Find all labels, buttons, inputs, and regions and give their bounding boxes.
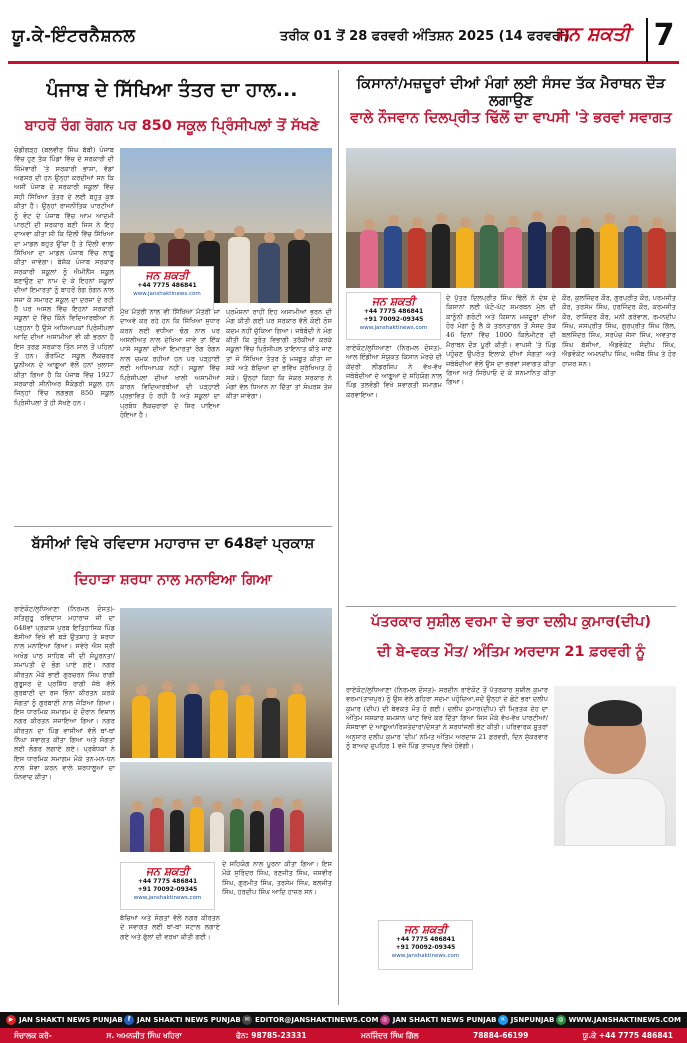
contact-cell: ਮਨਜਿੰਦਰ ਸਿੰਘ ਗਿੱਲ: [361, 1030, 419, 1040]
contact-cell: ਸੰਚਾਲਕ ਕਰੋ-: [14, 1030, 52, 1040]
social-label: JAN SHAKTI NEWS PUNJAB: [137, 1016, 241, 1024]
email-link[interactable]: [242, 1015, 378, 1025]
facebook-link[interactable]: [124, 1015, 241, 1025]
logo-phone: +91 70092-09345: [395, 943, 456, 951]
logo-url[interactable]: www.janshaktinews.com: [133, 290, 201, 297]
globe-icon: ◍: [556, 1015, 566, 1025]
column-divider: [338, 70, 339, 1005]
story2-crowd-photo: [120, 762, 332, 852]
logo-url[interactable]: www.janshaktinews.com: [391, 952, 460, 959]
story3-body-col1: ਰਾਏਕੋਟ/ਲੁਧਿਆਣਾ (ਨਿਰਮਲ ਦੋਸਤ)- ਆਲ ਇੰਡੀਆ ਸੰਯੁਕਤ ਕਿਸਾਨ ਮੋਰਚੇ ਦੀ ਕੇਂਦਰੀ ਲੀਡਰਸ਼ਿਪ ਨੇ ਵੱਖ-ਵੱਖ ਜਥੇਬੰਦੀਆਂ ਦੇ ਆਗੂਆਂ ਦੇ ਸਹਿਯੋਗ ਨਾਲ ਪਿੰਡ ਤਲਵੰਡੀ ਵਿਖੇ ਸਵਾਗਤੀ ਸਮਾਗਮ ਕਰਵਾਇਆ।: [346, 344, 442, 399]
website-link[interactable]: [556, 1015, 681, 1025]
story3-headline: ਕਿਸਾਨਾਂ/ਮਜ਼ਦੂਰਾਂ ਦੀਆਂ ਮੰਗਾਂ ਲਈ ਸੰਸਦ ਤੱਕ ਮੈਰਾਥਨ ਦੌੜ ਲਗਾਉਣ: [356, 76, 666, 109]
logo-brand: ਜਨ ਸ਼ਕਤੀ: [371, 295, 416, 308]
issue-date: ਤਰੀਕ 01 ਤੋਂ 28 ਫਰਵਰੀ ਅੰਤਿਸ਼ਨ 2025 (14 ਫਰਵਰੀ): [280, 29, 570, 44]
social-label: WWW.JANSHAKTINEWS.COM: [568, 1016, 681, 1024]
story1-body-col3: ਪ੍ਰਮੋਸ਼ਨਾਂ ਰਾਹੀਂ ਇਹ ਅਸਾਮੀਆਂ ਭਰਨ ਦੀ ਮੰਗ ਕੀਤੀ ਗਈ ਪਰ ਸਰਕਾਰ ਵੱਲੋਂ ਕੋਈ ਠੋਸ ਕਦਮ ਨਹੀਂ ਚੁੱਕਿਆ ਗਿਆ। ਜਥੇਬੰਦੀ ਨੇ ਮੰਗ ਕੀਤੀ ਕਿ ਤੁਰੰਤ ਵਿਭਾਗੀ ਤਰੱਕੀਆਂ ਕਰਕੇ ਸਕੂਲਾਂ ਵਿੱਚ ਪ੍ਰਿੰਸੀਪਲ ਤਾਇਨਾਤ ਕੀਤੇ ਜਾਣ ਤਾਂ ਜੋ ਸਿੱਖਿਆ ਤੰਤਰ ਨੂੰ ਮਜ਼ਬੂਤ ਕੀਤਾ ਜਾ ਸਕੇ ਅਤੇ ਬੱਚਿਆਂ ਦਾ ਭਵਿੱਖ ਸੁਰੱਖਿਅਤ ਹੋ ਸਕੇ। ਉਨ੍ਹਾਂ ਕਿਹਾ ਕਿ ਜੇਕਰ ਸਰਕਾਰ ਨੇ ਮੰਗਾਂ ਵੱਲ ਧਿਆਨ ਨਾ ਦਿੱਤਾ ਤਾਂ ਸੰਘਰਸ਼ ਤੇਜ਼ ਕੀਤਾ ਜਾਵੇਗਾ।: [226, 308, 332, 401]
logo-phone: +44 7775 486841: [137, 878, 198, 886]
instagram-link[interactable]: [380, 1015, 497, 1025]
story1-subheadline: ਬਾਹਰੋਂ ਰੰਗ ਰੋਗਨ ਪਰ 850 ਸਕੂਲ ਪ੍ਰਿੰਸੀਪਲਾਂ ਤੋਂ ਸੱਖਣੇ: [24, 118, 320, 134]
jan-shakti-logo: [120, 266, 214, 310]
story2-subheadline: ਦਿਹਾੜਾ ਸ਼ਰਧਾ ਨਾਲ ਮਨਾਇਆ ਗਿਆ: [74, 572, 272, 588]
email-icon: ✉: [242, 1015, 252, 1025]
story2-procession-photo: [120, 608, 332, 758]
section-divider: [14, 526, 332, 527]
page-header: [8, 20, 679, 64]
page-footer: [0, 1012, 687, 1043]
contact-cell: 78884-66199: [472, 1031, 529, 1040]
story4-headline: ਪੱਤਰਕਾਰ ਸੁਸ਼ੀਲ ਵਰਮਾ ਦੇ ਭਰਾ ਦਲੀਪ ਕੁਮਾਰ(ਦੀਪ): [370, 614, 652, 630]
story2-body-col2: ਦੇ ਸਹਿਯੋਗ ਨਾਲ ਪੂਰਨਾ ਕੀਤਾ ਗਿਆ। ਇਸ ਮੌਕੇ ਸੁਰਿੰਦਰ ਸਿੰਘ, ਰਣਜੀਤ ਸਿੰਘ, ਜਸਵੀਰ ਸਿੰਘ, ਗੁਰਮੀਤ ਸਿੰਘ, ਤਰਸੇਮ ਸਿੰਘ, ਬਲਜੀਤ ਸਿੰਘ, ਹਰਦੀਪ ਸਿੰਘ ਆਦਿ ਹਾਜ਼ਰ ਸਨ।: [222, 860, 332, 897]
masthead-brand: ਜਨ ਸ਼ਕਤੀ: [556, 23, 631, 45]
instagram-icon: ◎: [380, 1015, 390, 1025]
logo-url[interactable]: www.janshaktinews.com: [133, 894, 202, 901]
contact-bar: [0, 1028, 687, 1043]
story1-body-col1: ਚੰਡੀਗੜ੍ਹ (ਬਲਵੀਰ ਸਿੰਘ ਬੱਬੀ) ਪੰਜਾਬ ਵਿੱਚ ਹੁਣ ਤੱਕ ਪਿੰਡਾਂ ਵਿੱਚ ਦੇ ਸਰਕਾਰੀ ਦੀ ਜ਼ਿੰਮੇਵਾਰੀ 'ਤੇ ਸਰਕਾਰੀ ਭਾਸ਼ਾ, ਵੱਡਾਂ ਅਫਸਰ ਦੀ ਹਨ ਉਨ੍ਹਾਂ ਕਰਦੀਆਂ ਸਨ ਕਿ ਅਸੀਂ ਪੰਜਾਬ ਦੇ ਸਰਕਾਰੀ ਸਕੂਲਾਂ ਵਿੱਚ ਸਹੀ ਸਿੱਖਿਆ ਤੰਤਰ ਦੇ ਲਈ ਬਹੁਤ ਕੁਝ ਕੀਤਾ ਹੈ। ਉਨ੍ਹਾਂ ਰਾਜਨੀਤਿਕ ਪਾਰਟੀਆਂ ਨੂੰ ਵੋਟ ਦੇ ਪੰਜਾਬ ਵਿੱਚ ਆਮ ਆਦਮੀ ਪਾਰਟੀ ਦੀ ਸਰਕਾਰ ਬਣੀ ਜਿਸ ਨੇ ਇਹ ਦਾਅਵਾ ਕੀਤਾ ਸੀ ਕਿ ਦਿੱਲੀ ਵਿੱਚ ਸਿੱਖਿਆ ਦਾ ਮਾਡਲ ਬਹੁਤ ਉੱਚਾ ਹੈ ਤੇ ਦਿੱਲੀ ਵਾਲਾ ਸਿੱਖਿਆ ਦਾ ਮਾਡਲ ਪੰਜਾਬ ਵਿੱਚ ਲਾਗੂ ਕੀਤਾ ਜਾਵੇਗਾ। ਬੇਸ਼ੱਕ ਪੰਜਾਬ ਸਰਕਾਰ ਸਰਕਾਰੀ ਸਕੂਲਾਂ ਨੂੰ ਐਮੀਨੈਂਸ ਸਕੂਲ ਬਣਾਉਣ ਦਾ ਨਾਮ ਦੇ ਕੇ ਇਹਨਾਂ ਸਕੂਲਾਂ ਦੀਆਂ ਇਮਾਰਤਾਂ ਨੂੰ ਬਾਹਰੋਂ ਰੰਗ ਰੋਗਨ ਨਾਲ ਸਜਾ ਕੇ ਸਮਾਰਟ ਸਕੂਲ ਦਾ ਦਰਜਾ ਦੇ ਰਹੀ ਹੈ ਪਰ ਅਸਲ ਵਿੱਚ ਇਹਨਾਂ ਸਰਕਾਰੀ ਸਕੂਲਾਂ ਦੇ ਵਿੱਚ ਕਿੰਨੇ ਵਿਦਿਆਰਥੀਆਂ ਨੇ ਪੜ੍ਹਨਾ ਹੈ ਉਸੇ ਅਧਿਆਪਕਾਂ ਪ੍ਰਿੰਸੀਪਲਾਂ ਆਦਿ ਦੀਆਂ ਅਸਾਮੀਆਂ ਵੀ ਕੀ ਭਰਨਾ ਹੈ ਇਸ ਤਰਫ਼ ਸਰਕਾਰ ਤਿੰਨ ਸਾਲ ਤੋਂ ਪਹਿਲਾਂ ਤੋਂ ਹਨ। ਗੌਰਮਿੰਟ ਸਕੂਲ ਲੈਕਚਰਰ ਯੂਨੀਅਨ ਦੇ ਆਗੂਆਂ ਵੱਲੋਂ ਹਨਾਂ ਖੁਲਾਸਾ ਕੀਤਾ ਗਿਆ ਹੈ ਕਿ ਪੰਜਾਬ ਵਿੱਚ 1927 ਸਰਕਾਰੀ ਸੀਨੀਅਰ ਸੈਕੰਡਰੀ ਸਕੂਲ ਹਨ ਜਿਨ੍ਹਾਂ ਵਿੱਚ ਲਗਭਗ 850 ਸਕੂਲ ਪ੍ਰਿੰਸੀਪਲਾਂ ਤੋਂ ਹੀ ਸੱਖਣੇ ਹਨ।: [14, 146, 114, 407]
jan-shakti-logo: [120, 862, 215, 910]
story3-body-col3: ਕੌਰ, ਕੁਲਜਿੰਦਰ ਕੌਰ, ਗੁਰਪ੍ਰੀਤ ਕੌਰ, ਪਰਮਜੀਤ ਕੌਰ, ਤਰਸੇਮ ਸਿੰਘ, ਹਰਜਿੰਦਰ ਕੌਰ, ਕਰਮਜੀਤ ਕੌਰ, ਰਾਜਿੰਦਰ ਕੌਰ, ਮਨੀ ਗਰੇਵਾਲ, ਰਮਨਦੀਪ ਸਿੰਘ, ਜਸਪ੍ਰੀਤ ਸਿੰਘ, ਗੁਰਪ੍ਰੀਤ ਸਿੰਘ ਗਿੱਲ, ਬਲਜਿੰਦਰ ਸਿੰਘ, ਸਰਪੰਚ ਜੱਸਾ ਸਿੰਘ, ਅਵਤਾਰ ਸਿੰਘ ਬੱਸੀਆਂ, ਐਡਵੋਕੇਟ ਸੰਦੀਪ ਸਿੰਘ, ਐਡਵੋਕੇਟ ਅਮਨਦੀਪ ਸਿੰਘ, ਅਜੈਬ ਸਿੰਘ ਤੇ ਹੋਰ ਹਾਜ਼ਰ ਸਨ।: [562, 294, 676, 368]
social-links-bar: [0, 1012, 687, 1028]
logo-phone: +44 7775 486841: [363, 308, 424, 316]
logo-url[interactable]: www.janshaktinews.com: [359, 324, 428, 331]
section-divider: [346, 606, 676, 607]
story4-body: ਰਾਏਕੋਟ/ਲੁਧਿਆਣਾ (ਨਿਰਮਲ ਦੋਸਤ)- ਸਰਦੀਨ ਰਾਏਕੋਟ ਤੋਂ ਪੱਤਰਕਾਰ ਸੁਸ਼ੀਲ ਕੁਮਾਰ ਵਰਮਾ(ਤਾਜਪੁਰ) ਨੂੰ ਉਸ ਵੇਲੇ ਗਹਿਰਾ ਸਦਮਾ ਪਹੁੰਚਿਆ,ਜਦੋਂ ਉਨ੍ਹਾਂ ਦੇ ਛੋਟੇ ਭਰਾ ਦਲੀਪ ਕੁਮਾਰ (ਦੀਪ) ਦੀ ਬੇਵਕਤ ਮੌਤ ਹੋ ਗਈ। ਦਲੀਪ ਕੁਮਾਰ(ਦੀਪ) ਦੀ ਮ੍ਰਿਤਕ ਦੇਹ ਦਾ ਅੰਤਿਮ ਸਸਕਾਰ ਸ਼ਮਸ਼ਾਨ ਘਾਟ ਵਿਖੇ ਕਰ ਦਿੱਤਾ ਗਿਆ ਜਿਸ ਮੌਕੇ ਵੱਖ-ਵੱਖ ਪਾਰਟੀਆਂ/ਸੰਸਥਾਵਾਂ ਦੇ ਆਗੂਆਂ/ਰਿਸ਼ਤੇਦਾਰਾਂ/ਦੋਸਤਾਂ ਨੇ ਸ਼ਰਧਾਂਜਲੀ ਭੇਟ ਕੀਤੀ। ਪਰਿਵਾਰਕ ਸੂਤਰਾਂ ਅਨੁਸਾਰ ਦਲੀਪ ਕੁਮਾਰ 'ਦੀਪ' ਨਮਿਤ ਅੰਤਿਮ ਅਰਦਾਸ 21 ਫ਼ਰਵਰੀ, ਦਿਨ ਸ਼ੁੱਕਰਵਾਰ ਨੂੰ ਬਾਅਦ ਦੁਪਹਿਰ 1 ਵਜੇ ਪਿੰਡ ਤਾਜਪੁਰ ਵਿਖੇ ਹੋਵੇਗੀ।: [346, 686, 548, 751]
story3-subheadline: ਵਾਲੇ ਨੌਜਵਾਨ ਦਿਲਪ੍ਰੀਤ ਢਿੱਲੋਂ ਦਾ ਵਾਪਸੀ 'ਤੇ ਭਰਵਾਂ ਸਵਾਗਤ: [350, 110, 672, 126]
contact-cell: ਫੋਨ: 98785-23331: [236, 1030, 307, 1040]
story2-headline: ਬੱਸੀਆਂ ਵਿਖੇ ਰਵਿਦਾਸ ਮਹਾਰਾਜ ਦਾ 648ਵਾਂ ਪ੍ਰਕਾਸ਼: [31, 536, 315, 552]
twitter-link[interactable]: [498, 1015, 555, 1025]
logo-phone: +91 70092-09345: [363, 315, 424, 323]
story1-headline: ਪੰਜਾਬ ਦੇ ਸਿੱਖਿਆ ਤੰਤਰ ਦਾ ਹਾਲ...: [46, 79, 298, 101]
logo-brand: ਜਨ ਸ਼ਕਤੀ: [145, 269, 189, 282]
contact-cell: ਯੂ.ਕੇ +44 7775 486841: [582, 1030, 673, 1040]
social-label: JSNPUNJAB: [510, 1016, 555, 1024]
story3-welcome-photo: [346, 148, 676, 288]
facebook-icon: f: [124, 1015, 134, 1025]
logo-phone: +44 7775 486841: [137, 282, 197, 290]
social-label: EDITOR@JANSHAKTINEWS.COM: [255, 1016, 379, 1024]
logo-brand: ਜਨ ਸ਼ਕਤੀ: [403, 923, 448, 936]
story4-portrait-photo: [554, 686, 676, 846]
twitter-icon: ✕: [498, 1015, 508, 1025]
logo-phone: +91 70092-09345: [137, 885, 198, 893]
jan-shakti-logo: [378, 920, 473, 970]
youtube-link[interactable]: [6, 1015, 123, 1025]
story2-body-col3: ਬੱਚਿਆਂ ਅਤੇ ਸੰਗਤਾਂ ਵੱਲੋਂ ਨਗਰ ਕੀਰਤਨ ਦੇ ਸਵਾਗਤ ਲਈ ਥਾਂ-ਥਾਂ ਸਟਾਲ ਲਗਾਏ ਗਏ ਅਤੇ ਫੁੱਲਾਂ ਦੀ ਵਰਖਾ ਕੀਤੀ ਗਈ।: [120, 914, 220, 941]
contact-cell: ਸ. ਅਮਨਜੀਤ ਸਿੰਘ ਖਹਿਰਾ: [106, 1030, 182, 1040]
page-number: 7: [646, 18, 680, 62]
logo-brand: ਜਨ ਸ਼ਕਤੀ: [145, 865, 190, 878]
social-label: JAN SHAKTI NEWS PUNJAB: [392, 1016, 497, 1024]
social-label: JAN SHAKTI NEWS PUNJAB: [19, 1016, 123, 1024]
story2-body-col1: ਰਾਏਕੋਟ/ਲੁਧਿਆਣਾ (ਨਿਰਮਲ ਦੋਸਤ)- ਸਤਿਗੁਰੂ ਰਵਿਦਾਸ ਮਹਾਰਾਜ ਜੀ ਦਾ 648ਵਾਂ ਪ੍ਰਕਾਸ਼ ਪੁਰਬ ਇਤਿਹਾਸਿਕ ਪਿੰਡ ਬੱਸੀਆਂ ਵਿਖੇ ਵੀ ਬੜੇ ਉਤਸ਼ਾਹ ਤੇ ਸ਼ਰਧਾ ਨਾਲ ਮਨਾਇਆ ਗਿਆ। ਸਵੇਰੇ ਐਸ ਸ੍ਰੀ ਅਖੰਡ ਪਾਠ ਸਾਹਿਬ ਜੀ ਦੀ ਸੰਪੂਰਨਤਾ/ਸਮਾਪਤੀ ਦੇ ਭੋਗ ਪਾਏ ਗਏ। ਨਗਰ ਕੀਰਤਨ ਮੌਕੇ ਭਾਈ ਗੁਰਚਰਨ ਸਿੰਘ ਰਾਗੀ ਗੁਰੂਸਰ ਦੇ ਪ੍ਰਸਿੱਧ ਰਾਗੀ ਜੱਥੇ ਵੱਲੋਂ ਗੁਰਬਾਣੀ ਦਾ ਰਸ ਭਿੰਨਾ ਕੀਰਤਨ ਕਰਕੇ ਸੰਗਤਾਂ ਨੂੰ ਗੁਰਬਾਣੀ ਨਾਲ ਜੋੜਿਆ ਗਿਆ। ਇਸ ਧਾਰਮਿਕ ਸਮਾਗਮ ਦੇ ਦੌਰਾਨ ਵਿਸ਼ਾਲ ਨਗਰ ਕੀਰਤਨ ਸਜਾਇਆ ਗਿਆ। ਨਗਰ ਕੀਰਤਨ ਦਾ ਪਿੰਡ ਵਾਸੀਆਂ ਵੱਲੋਂ ਥਾਂ-ਥਾਂ ਨਿੱਘਾ ਸਵਾਗਤ ਕੀਤਾ ਗਿਆ ਅਤੇ ਸੰਗਤਾਂ ਲਈ ਲੰਗਰ ਲਗਾਏ ਗਏ। ਪ੍ਰਬੰਧਕਾਂ ਨੇ ਇਸ ਧਾਰਮਿਕ ਸਮਾਗਮ ਮੌਕੇ ਤਨ-ਮਨ-ਧਨ ਨਾਲ ਸੇਵਾ ਕਰਨ ਵਾਲੇ ਸ਼ਰਧਾਲੂਆਂ ਦਾ ਧੰਨਵਾਦ ਕੀਤਾ।: [14, 605, 115, 782]
story4-subheadline: ਦੀ ਬੇ-ਵਕਤ ਮੌਤ/ ਅੰਤਿਮ ਅਰਦਾਸ 21 ਫ਼ਰਵਰੀ ਨੂੰ: [376, 644, 646, 660]
story1-body-col2: ਮੁੱਖ ਮੰਤਰੀ ਨਾਲ ਵੀ ਸਿੱਖਿਆ ਮੰਤਰੀ ਜਾਂ ਦਾਅਵੇ ਕਰ ਰਹੇ ਹਨ ਕਿ ਸਿੱਖਿਆ ਸੁਧਾਰ ਕਰਨ ਲਈ ਵਧੀਆ ਢੰਗ ਨਾਲ ਪਰ ਅਸਲੀਅਤ ਨਾਲ ਦੇਖਿਆ ਜਾਵੇ ਤਾਂ ਇੱਕ ਪਾਸੇ ਸਕੂਲਾਂ ਦੀਆਂ ਇਮਾਰਤਾਂ ਰੰਗ ਰੋਗਨ ਨਾਲ ਚਮਕ ਰਹੀਆਂ ਹਨ ਪਰ ਪੜ੍ਹਾਈ ਲਈ ਅਧਿਆਪਕ ਨਹੀਂ। ਸਕੂਲਾਂ ਵਿੱਚ ਪ੍ਰਿੰਸੀਪਲਾਂ ਦੀਆਂ ਖਾਲੀ ਅਸਾਮੀਆਂ ਕਾਰਨ ਵਿਦਿਆਰਥੀਆਂ ਦੀ ਪੜ੍ਹਾਈ ਪ੍ਰਭਾਵਿਤ ਹੋ ਰਹੀ ਹੈ ਅਤੇ ਸਕੂਲਾਂ ਦਾ ਪ੍ਰਬੰਧ ਲੈਕਚਰਾਰਾਂ ਦੇ ਸਿਰ ਪਾਇਆ ਹੋਇਆ ਹੈ।: [120, 308, 220, 419]
youtube-icon: ▶: [6, 1015, 16, 1025]
jan-shakti-logo: [346, 292, 441, 340]
edition-label: ਯੂ.ਕੇ-ਇੰਟਰਨੈਸ਼ਨਲ: [12, 26, 136, 46]
logo-phone: +44 7775 486841: [395, 936, 456, 944]
story3-body-col2: ਦੇ ਪੁੱਤਰ ਦਿਲਪ੍ਰੀਤ ਸਿੰਘ ਢਿੱਲੋਂ ਨੇ ਦੇਸ਼ ਦੇ ਕਿਸਾਨਾਂ ਲਈ ਘੱਟੋ-ਘੱਟ ਸਮਰਥਨ ਮੁੱਲ ਦੀ ਕਾਨੂੰਨੀ ਗਰੰਟੀ ਅਤੇ ਕਿਸਾਨ ਮਜ਼ਦੂਰਾਂ ਦੀਆਂ ਹੋਰ ਮੰਗਾਂ ਨੂੰ ਲੈ ਕੇ ਤਰਨਤਾਰਨ ਤੋਂ ਸੰਸਦ ਤੱਕ 46 ਦਿਨਾਂ ਵਿੱਚ 1000 ਕਿਲੋਮੀਟਰ ਦੀ ਮੈਰਾਥਨ ਦੌੜ ਪੂਰੀ ਕੀਤੀ। ਵਾਪਸੀ 'ਤੇ ਪਿੰਡ ਪਹੁੰਚਣ ਉਪਰੰਤ ਇਲਾਕੇ ਦੀਆਂ ਸੰਗਤਾਂ ਅਤੇ ਜਥੇਬੰਦੀਆਂ ਵੱਲੋਂ ਉਸ ਦਾ ਭਰਵਾਂ ਸਵਾਗਤ ਕੀਤਾ ਗਿਆ ਅਤੇ ਸਿਰੋਪਾਓ ਦੇ ਕੇ ਸਨਮਾਨਿਤ ਕੀਤਾ ਗਿਆ।: [446, 294, 556, 387]
